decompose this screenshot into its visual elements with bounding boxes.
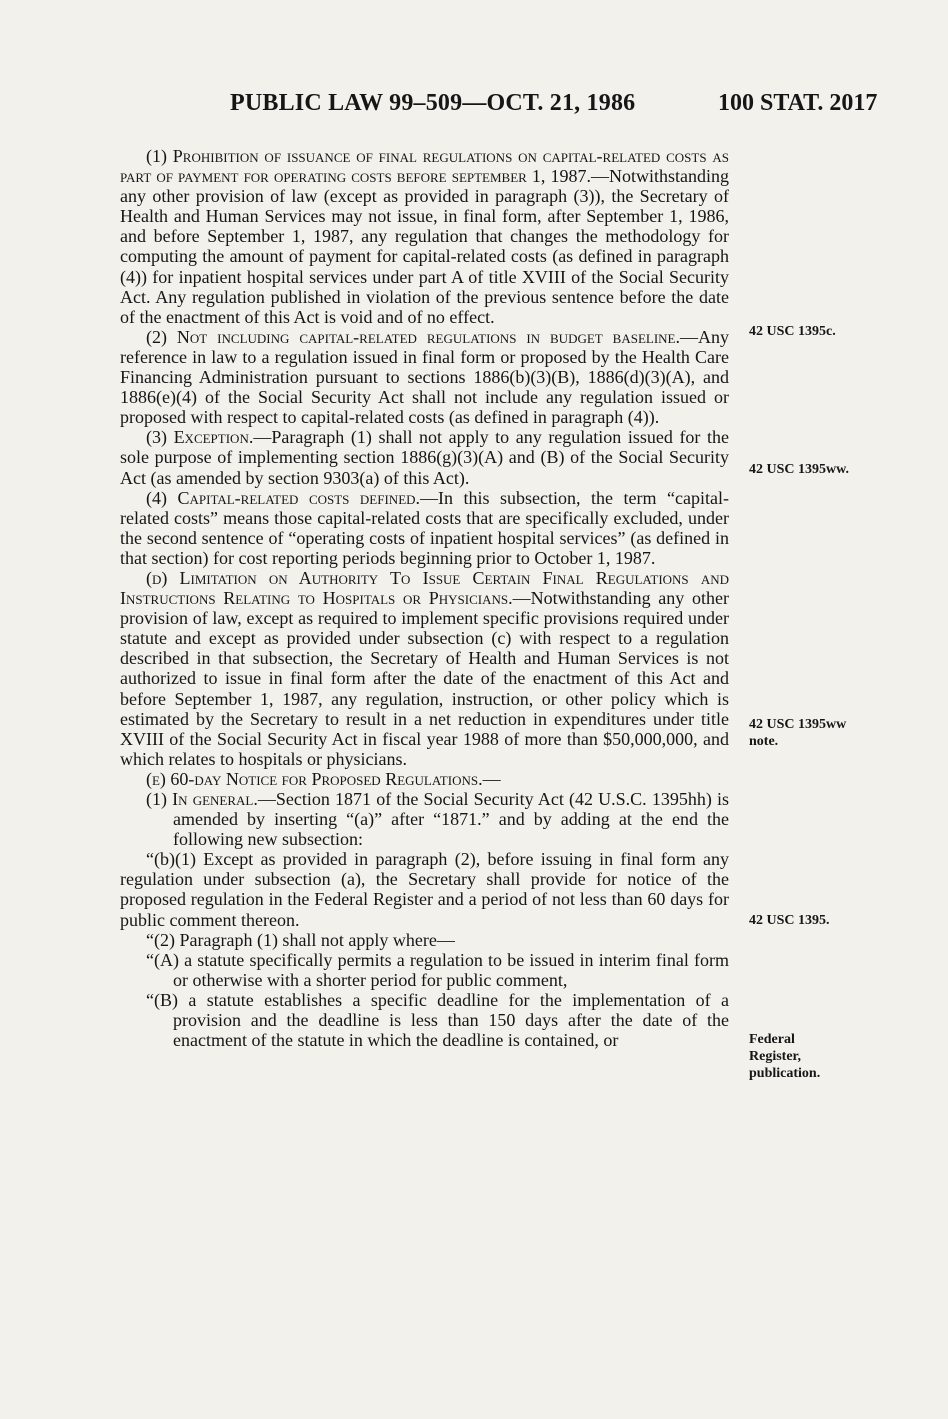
- paragraph-text: —Section 1871 of the Social Security Act (42 U.S.C. 1395hh) is amended by inserting “(a)” after “1871.” and by adding at the end the following new subsection:: [173, 789, 729, 850]
- margin-note-line: publication.: [749, 1066, 821, 1081]
- paragraph-text: —Notwithstanding any other provision of law (except as provided in paragraph (3)), the Secretary of Health and Human Services may not issue, in final form, after September 1, 1986, and before September 1, 1987, any regulation that changes the methodology for computing the amount of payment for capital-related costs (as defined in paragraph (4)) for inpatient hospital services under part A of title XVIII of the Social Security Act. Any regulation published in violation of the previous sentence before the date of the enactment of this Act is void and of no effect.: [120, 166, 729, 327]
- margin-note-usc-1395: 42 USC 1395.: [749, 913, 830, 928]
- subsection-d: [120, 568, 729, 769]
- paragraph-heading: (1) In general.: [146, 789, 258, 809]
- margin-note-line: Register,: [749, 1049, 801, 1064]
- margin-note-federal-register: [749, 1031, 820, 1082]
- subsection-text: —Notwithstanding any other provision of law, except as required to implement specific provisions required under statute and except as provided under subsection (c) with respect to a regulation described in that subsection, the Secretary of Health and Human Services is not authorized to issue in final form after the date of the enactment of this Act and before September 1, 1987, any regulation, instruction, or other policy which is estimated by the Secretary to result in a net reduction in expenditures under title XVIII of the Social Security Act in fiscal year 1988 of more than $50,000,000, and which relates to hospitals or physicians.: [120, 588, 729, 769]
- paragraph-2: [120, 327, 729, 427]
- subsection-heading: (e) 60-day Notice for Proposed Regulations.: [146, 768, 483, 789]
- page-header-title: PUBLIC LAW 99–509—OCT. 21, 1986: [230, 90, 636, 116]
- paragraph-heading: (2) Not including capital-related regulations in budget baseline.: [146, 326, 680, 347]
- paragraph-4: [120, 488, 729, 568]
- paragraph-1: [120, 146, 729, 327]
- document-body: [120, 146, 729, 1050]
- paragraph-heading: (4) Capital-related costs defined.: [146, 487, 421, 508]
- subsection-heading: (d) Limitation on Authority To Issue Certain Final Regulations and Instructions Relating to Hospitals or Physicians.: [120, 567, 729, 609]
- quoted-clause-a: “(A) a statute specifically permits a regulation to be issued in interim final form or otherwise with a shorter period for public comment,: [146, 949, 729, 990]
- subsection-e: [120, 769, 729, 789]
- margin-note-line: note.: [749, 734, 779, 749]
- paragraph-3: [120, 427, 729, 487]
- subsection-text: —: [482, 768, 501, 789]
- paragraph-e1: [120, 789, 729, 849]
- quoted-clause-b: “(B) a statute establishes a specific deadline for the implementation of a provision and the deadline is less than 150 days after the date of the enactment of the statute in which the deadline is contained, or: [146, 989, 729, 1051]
- paragraph-heading: (3) Exception.: [146, 427, 254, 448]
- paragraph-text: —In this subsection, the term “capital-related costs” means those capital-related costs that are specifically excluded, under the second sentence of “operating costs of inpatient hospital services” (as defined in that section) for cost reporting periods beginning prior to October 1, 1987.: [120, 487, 730, 568]
- margin-note-line: 42 USC 1395ww: [749, 717, 847, 732]
- paragraph-heading: (1) Prohibition of issuance of final regulations on capital-related costs as part of payment for operating costs before september 1, 1987.: [120, 146, 729, 187]
- paragraph-text: —Any reference in law to a regulation issued in final form or proposed by the Health Care Financing Administration pursuant to sections 1886(b)(3)(B), 1886(d)(3)(A), and 1886(e)(4) of the Social Security Act shall not include any regulation issued or proposed with respect to capital-related costs (as defined in paragraph (4)).: [120, 326, 729, 428]
- margin-note-usc-1395ww: 42 USC 1395ww.: [749, 462, 849, 477]
- paragraph-text: —Paragraph (1) shall not apply to any regulation issued for the sole purpose of implementing section 1886(g)(3)(A) and (B) of the Social Security Act (as amended by section 9303(a) of this Act).: [120, 427, 729, 488]
- page-header-stat: 100 STAT. 2017: [718, 90, 878, 116]
- margin-note-usc-1395ww-note: [749, 716, 846, 750]
- margin-note-line: Federal: [749, 1032, 795, 1047]
- margin-note-usc-1395c: 42 USC 1395c.: [749, 324, 836, 339]
- quoted-subsection-b1: “(b)(1) Except as provided in paragraph (2), before issuing in final form any regulation under subsection (a), the Secretary shall provide for notice of the proposed regulation in the Federal Register and a period of not less than 60 days for public comment thereon.: [120, 849, 729, 930]
- quoted-subsection-b2: “(2) Paragraph (1) shall not apply where—: [146, 929, 455, 950]
